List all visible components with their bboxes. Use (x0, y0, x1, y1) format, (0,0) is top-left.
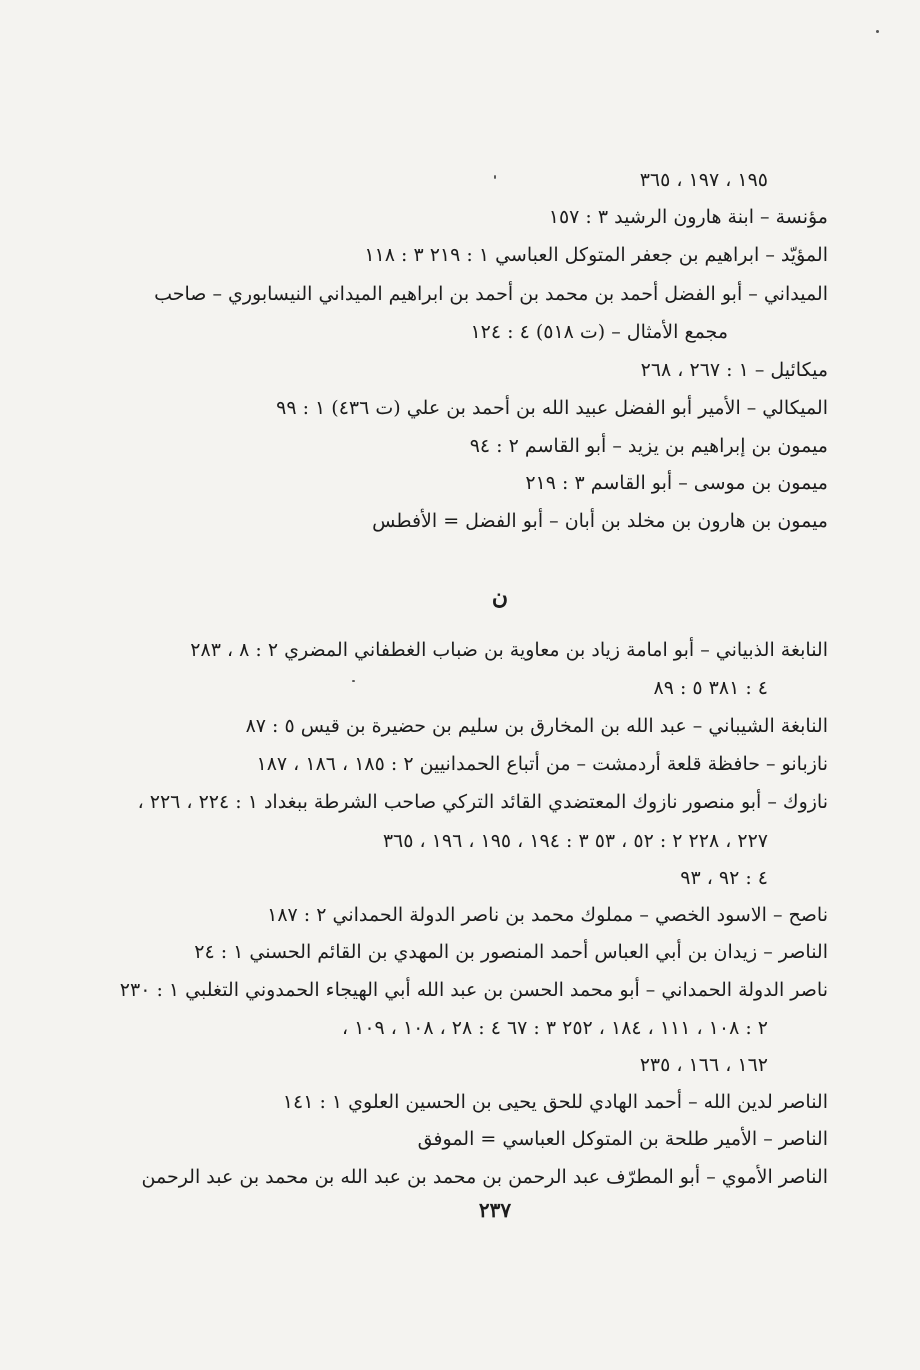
index-entry-line: مجمع الأمثال – (ت ٥١٨) ٤ : ١٢٤ (470, 321, 728, 343)
index-entry-line: مؤنسة – ابنة هارون الرشيد ٣ : ١٥٧ (548, 206, 828, 228)
index-entry-line: النابغة الذبياني – أبو امامة زياد بن معاوية بن ضباب الغطفاني المضري ٢ : ٨ ، ٢٨٣ (190, 639, 828, 661)
index-entry-line: ميمون بن موسى – أبو القاسم ٣ : ٢١٩ (525, 472, 828, 494)
index-entry-line: الناصر – الأمير طلحة بن المتوكل العباسي = الموفق (417, 1128, 828, 1150)
scan-speck (876, 30, 879, 33)
scan-speck (494, 175, 496, 179)
index-entry-line: الناصر الأموي – أبو المطرّف عبد الرحمن بن محمد بن عبد الله بن محمد بن عبد الرحمن (141, 1166, 828, 1188)
index-entry-line: ميكائيل – ١ : ٢٦٧ ، ٢٦٨ (640, 359, 828, 381)
index-entry-line: ناصر الدولة الحمداني – أبو محمد الحسن بن عبد الله أبي الهيجاء الحمدوني التغلبي ١ : ٢٣٠ (119, 979, 828, 1001)
index-entry-line: نازوك – أبو منصور نازوك المعتضدي القائد التركي صاحب الشرطة ببغداد ١ : ٢٢٤ ، ٢٢٦ ، (137, 791, 828, 813)
index-entry-line: الناصر لدين الله – أحمد الهادي للحق يحيى بن الحسين العلوي ١ : ١٤١ (282, 1091, 828, 1113)
page-number: ٢٣٧ (478, 1198, 512, 1222)
index-entry-line: ٤ : ٩٢ ، ٩٣ (680, 867, 768, 889)
index-entry-line: ١٩٥ ، ١٩٧ ، ٣٦٥ (639, 169, 768, 191)
index-entry-line: ٤ : ٣٨١ ٥ : ٨٩ (653, 677, 768, 699)
index-entry-line: النابغة الشيباني – عبد الله بن المخارق بن سليم بن حضيرة بن قيس ٥ : ٨٧ (245, 715, 828, 737)
letter-heading: ن (491, 584, 509, 610)
index-entry-line: الميداني – أبو الفضل أحمد بن محمد بن أحمد بن ابراهيم الميداني النيسابوري – صاحب (154, 283, 828, 305)
scan-speck (352, 680, 355, 682)
index-entry-line: المؤيّد – ابراهيم بن جعفر المتوكل العباسي ١ : ٢١٩ ٣ : ١١٨ (364, 244, 828, 266)
index-entry-line: ٢ : ١٠٨ ، ١١١ ، ١٨٤ ، ٢٥٢ ٣ : ٦٧ ٤ : ٢٨ ، ١٠٨ ، ١٠٩ ، (341, 1017, 768, 1039)
index-entry-line: ميمون بن هارون بن مخلد بن أبان – أبو الفضل = الأفطس (372, 510, 828, 532)
index-entry-line: ١٦٢ ، ١٦٦ ، ٢٣٥ (639, 1054, 768, 1076)
index-entry-line: ٢٢٧ ، ٢٢٨ ٢ : ٥٢ ، ٥٣ ٣ : ١٩٤ ، ١٩٥ ، ١٩٦ ، ٣٦٥ (382, 830, 768, 852)
index-entry-line: ناصح – الاسود الخصي – مملوك محمد بن ناصر الدولة الحمداني ٢ : ١٨٧ (267, 904, 828, 926)
index-entry-line: الناصر – زيدان بن أبي العباس أحمد المنصور بن المهدي بن القائم الحسني ١ : ٢٤ (194, 941, 828, 963)
index-entry-line: ميمون بن إبراهيم بن يزيد – أبو القاسم ٢ : ٩٤ (469, 435, 828, 457)
index-entry-line: الميكالي – الأمير أبو الفضل عبيد الله بن أحمد بن علي (ت ٤٣٦) ١ : ٩٩ (276, 397, 828, 419)
index-entry-line: نازبانو – حافظة قلعة أردمشت – من أتباع الحمدانيين ٢ : ١٨٥ ، ١٨٦ ، ١٨٧ (256, 753, 828, 775)
